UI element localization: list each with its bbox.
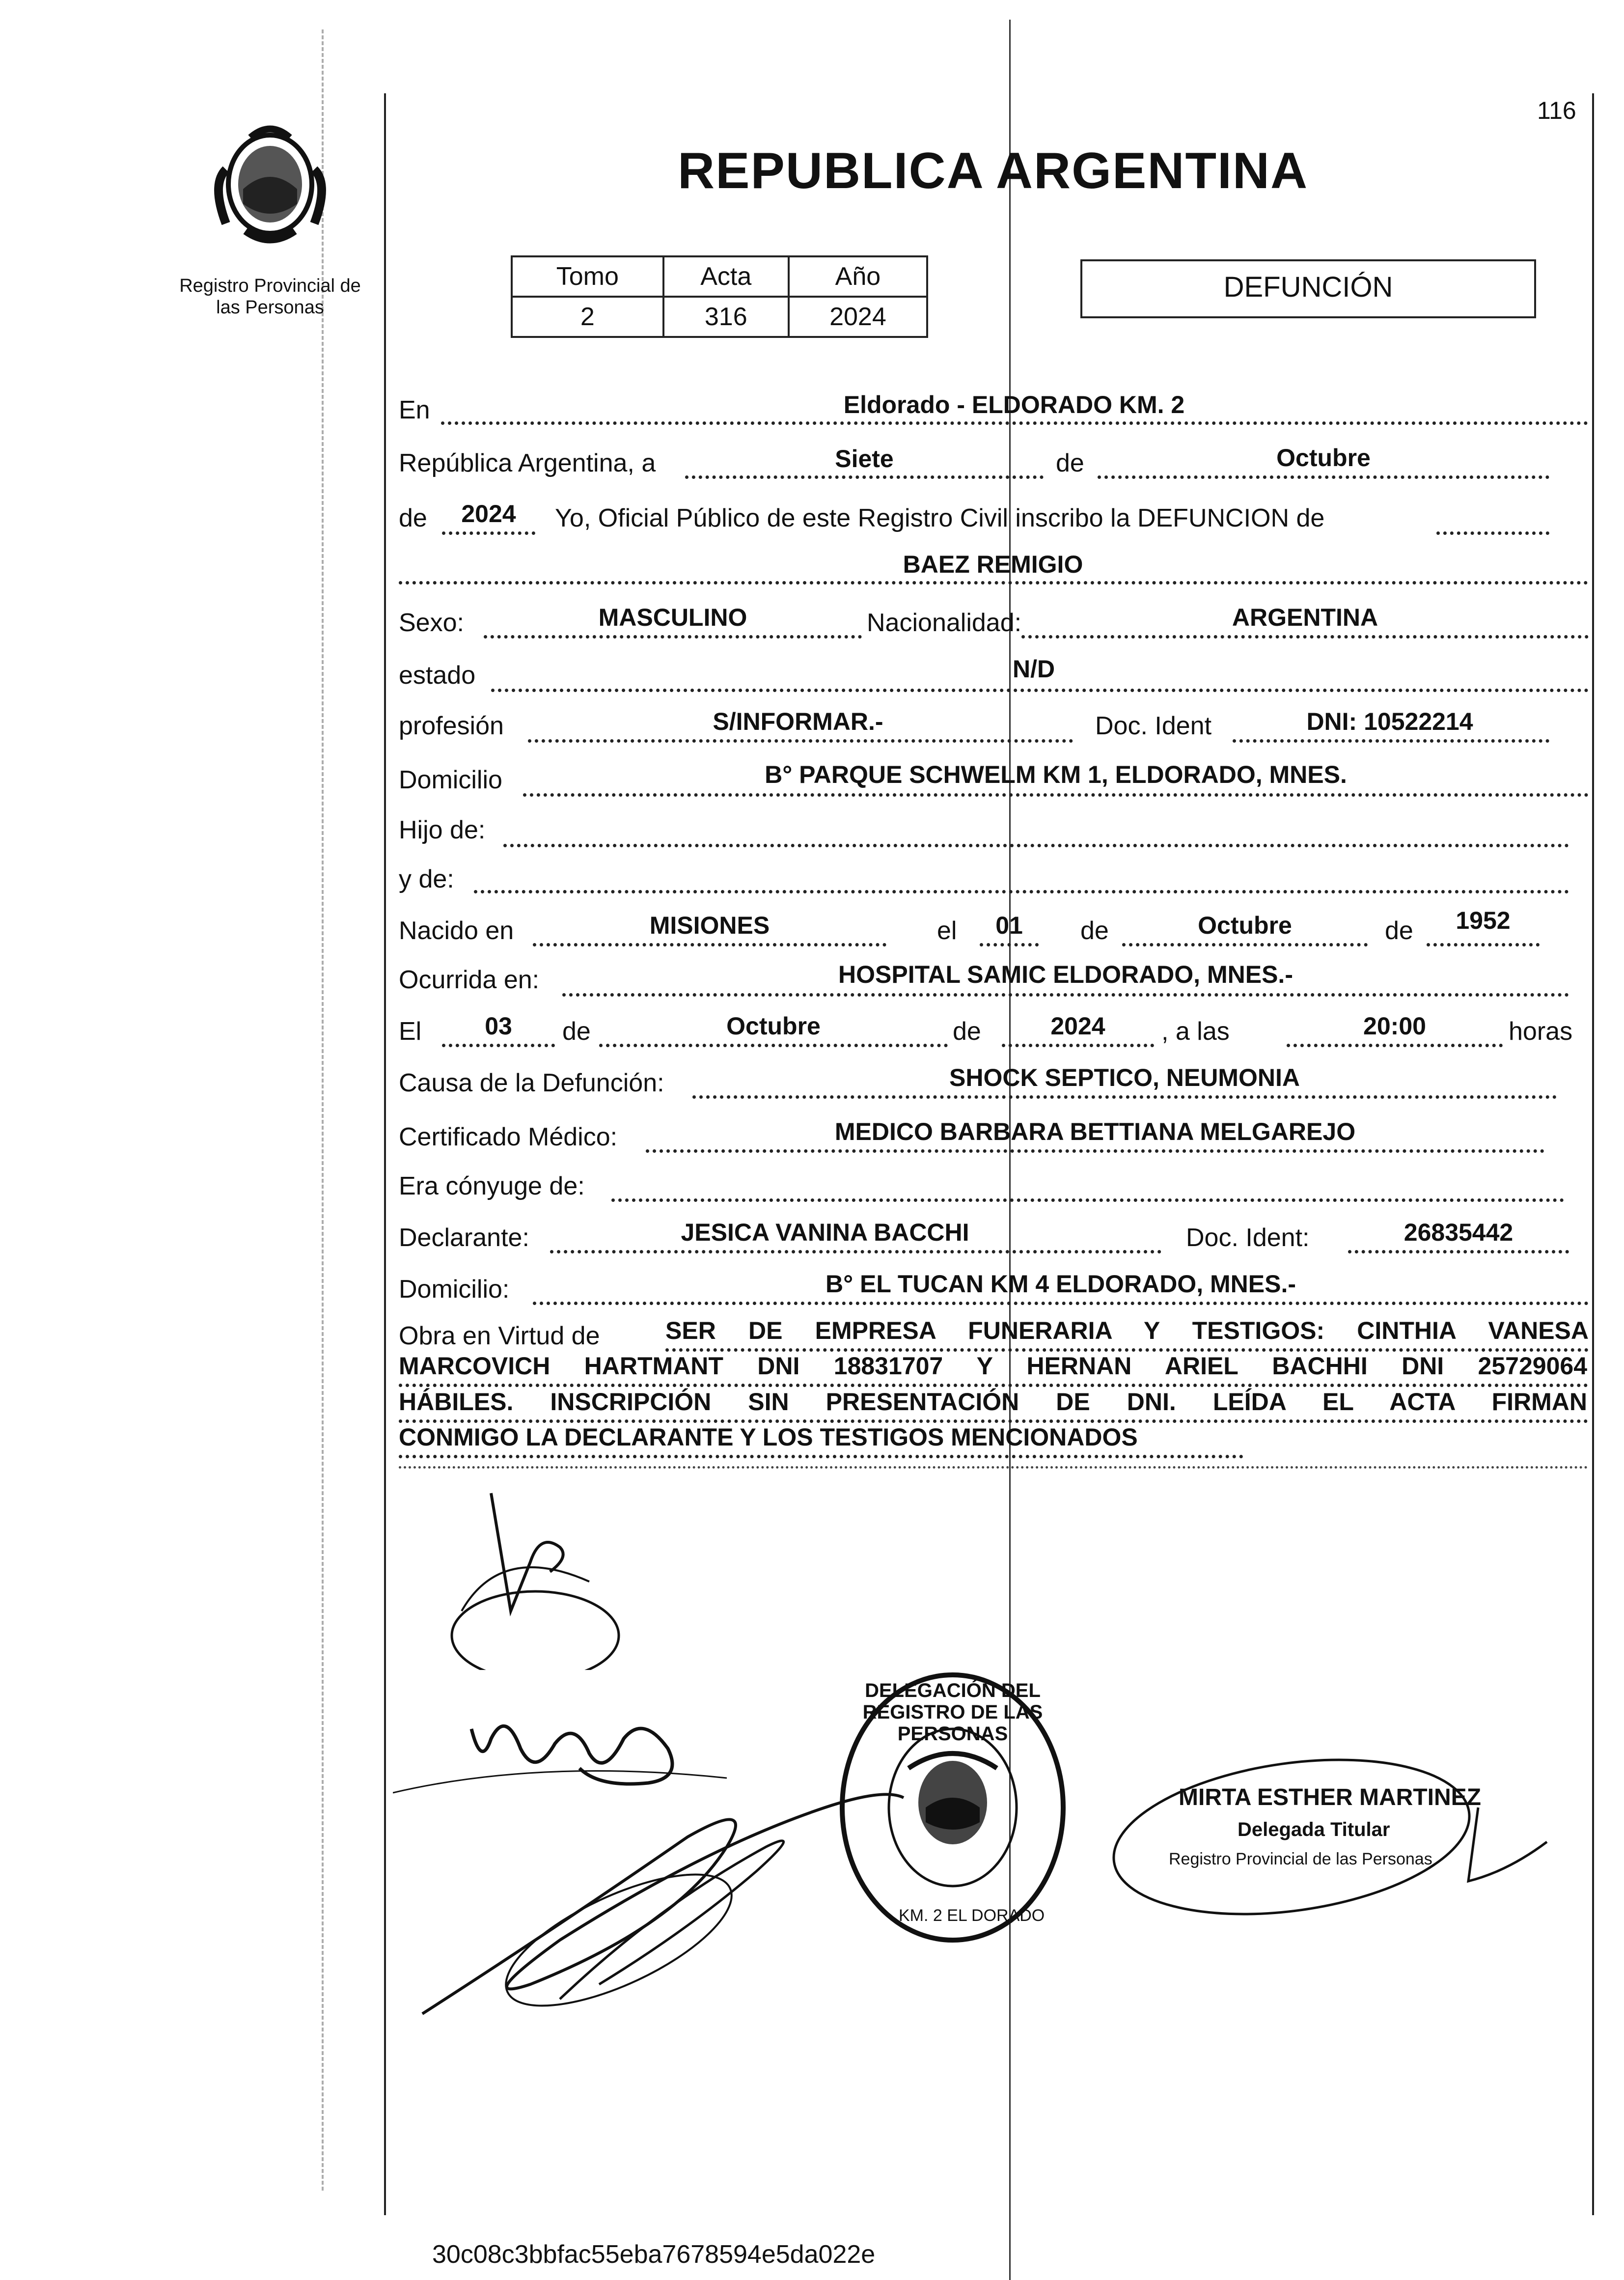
y-de-label: y de: (399, 865, 454, 893)
nacido-value: MISIONES (649, 912, 770, 939)
death-day: 03 (485, 1012, 512, 1040)
anio-header: Año (789, 256, 927, 297)
el-label: el (937, 917, 957, 945)
death-year: 2024 (1050, 1012, 1105, 1040)
year-dots (442, 531, 535, 535)
doc-value: DNI: 10522214 (1306, 708, 1473, 735)
declarante-label: Declarante: (399, 1223, 529, 1252)
domicilio2-label: Domicilio: (399, 1275, 510, 1304)
tomo-value: 2 (512, 297, 663, 337)
stamp-bottom-text: KM. 2 EL DORADO (899, 1906, 1045, 1925)
causa-dots (692, 1095, 1557, 1099)
domicilio-label: Domicilio (399, 766, 502, 794)
obra-dots-5 (399, 1466, 1588, 1469)
estado-value: N/D (1013, 655, 1055, 683)
declarante-dots (550, 1250, 1161, 1253)
obra-line-4: CONMIGO LA DECLARANTE Y LOS TESTIGOS MENCIONADOS (399, 1423, 1138, 1451)
obra-dots-1 (665, 1348, 1589, 1352)
birth-day: 01 (995, 912, 1023, 939)
month-dots (1098, 475, 1549, 479)
hijo-label: Hijo de: (399, 816, 486, 844)
domicilio2-dots (533, 1302, 1589, 1305)
official-title: Delegada Titular (1238, 1819, 1390, 1840)
el2-label: El (399, 1017, 422, 1046)
de-label-2: de (399, 504, 427, 532)
decl-doc-value: 26835442 (1404, 1219, 1514, 1246)
birth-month: Octubre (1198, 912, 1292, 939)
certificado-label: Certificado Médico: (399, 1123, 618, 1151)
profesion-value: S/INFORMAR.- (713, 708, 883, 735)
name-dots (399, 581, 1588, 584)
official-org: Registro Provincial de las Personas (1169, 1850, 1432, 1868)
day-word: Siete (835, 445, 894, 473)
deceased-name: BAEZ REMIGIO (903, 551, 1083, 578)
country-title: REPUBLICA ARGENTINA (678, 142, 1309, 199)
death-month-dots (599, 1044, 948, 1047)
death-year-dots (1002, 1044, 1154, 1047)
obra-dots-3 (399, 1419, 1588, 1423)
tomo-header: Tomo (512, 256, 663, 297)
left-margin-line (384, 93, 386, 2215)
nacido-label: Nacido en (399, 917, 514, 945)
estado-dots (491, 689, 1589, 692)
acta-header: Acta (663, 256, 789, 297)
sexo-value: MASCULINO (598, 604, 747, 631)
binding-dashes (322, 29, 324, 2191)
certificado-value: MEDICO BARBARA BETTIANA MELGAREJO (834, 1118, 1356, 1145)
birth-month-dots (1122, 943, 1368, 946)
domicilio2-value: B° EL TUCAN KM 4 ELDORADO, MNES.- (826, 1270, 1296, 1298)
record-table (511, 255, 928, 338)
en-value: Eldorado - ELDORADO KM. 2 (843, 391, 1185, 418)
signature-declarante (442, 1483, 638, 1670)
document-hash: 30c08c3bbfac55eba7678594e5da022e (432, 2240, 876, 2269)
acta-value: 316 (663, 297, 789, 337)
ocurrida-value: HOSPITAL SAMIC ELDORADO, MNES.- (838, 961, 1293, 988)
certificado-dots (646, 1149, 1544, 1153)
alas-label: , a las (1161, 1017, 1230, 1046)
de-label-6: de (953, 1017, 981, 1046)
birth-year: 1952 (1456, 907, 1511, 934)
causa-value: SHOCK SEPTICO, NEUMONIA (949, 1064, 1300, 1091)
conyuge-label: Era cónyuge de: (399, 1172, 585, 1200)
stamp-ring-text: DELEGACIÓN DEL REGISTRO DE LAS PERSONAS (862, 1680, 1043, 1745)
province-shield-logo (196, 111, 344, 258)
profesion-label: profesión (399, 712, 504, 740)
domicilio-dots (523, 793, 1589, 797)
de-label-1: de (1056, 449, 1084, 477)
month-word: Octubre (1276, 444, 1371, 472)
en-dots (441, 421, 1588, 425)
official-name: MIRTA ESTHER MARTINEZ (1179, 1784, 1481, 1810)
registry-caption: Registro Provincial de las Personas (179, 276, 361, 318)
profesion-dots (528, 739, 1073, 743)
horas-label: horas (1509, 1017, 1573, 1046)
nacionalidad-value: ARGENTINA (1232, 604, 1378, 631)
obra-dots-2 (399, 1384, 1588, 1387)
rep-label: República Argentina, a (399, 449, 656, 477)
birth-day-dots (980, 943, 1039, 946)
de-label-4: de (1385, 917, 1413, 945)
y-de-dots (474, 890, 1569, 893)
yo-text: Yo, Oficial Público de este Registro Civil inscribo la DEFUNCION de (555, 504, 1325, 532)
ocurrida-label: Ocurrida en: (399, 966, 540, 994)
sexo-label: Sexo: (399, 609, 464, 637)
conyuge-dots (611, 1198, 1564, 1202)
obra-label: Obra en Virtud de (399, 1322, 600, 1350)
doc-dots (1233, 739, 1549, 743)
en-label: En (399, 396, 430, 424)
obra-line-3: HÁBILES. INSCRIPCIÓN SIN PRESENTACIÓN DE DNI. LEÍDA EL ACTA FIRMAN (399, 1388, 1587, 1416)
doc-label: Doc. Ident (1095, 712, 1212, 740)
death-time: 20:00 (1363, 1012, 1426, 1040)
de-label-5: de (562, 1017, 591, 1046)
death-month: Octubre (726, 1012, 821, 1040)
act-type: DEFUNCIÓN (1223, 271, 1393, 303)
page-number: 116 (1537, 97, 1576, 124)
sexo-dots (484, 635, 862, 639)
nacido-dots (533, 943, 886, 946)
obra-dots-4 (399, 1455, 1243, 1458)
causa-label: Causa de la Defunción: (399, 1069, 664, 1097)
obra-line-2: MARCOVICH HARTMANT DNI 18831707 Y HERNAN ARIEL BACHHI DNI 25729064 (399, 1352, 1587, 1380)
death-day-dots (442, 1044, 555, 1047)
nacionalidad-dots (1021, 635, 1589, 639)
hijo-dots (503, 844, 1569, 847)
decl-doc-dots (1348, 1250, 1569, 1253)
obra-line-1: SER DE EMPRESA FUNERARIA Y TESTIGOS: CINTHIA VANESA (665, 1317, 1589, 1344)
nacionalidad-label: Nacionalidad: (867, 609, 1022, 637)
day-dots (685, 475, 1044, 479)
birth-year-dots (1427, 943, 1540, 946)
ocurrida-dots (562, 993, 1569, 997)
de-label-3: de (1080, 917, 1109, 945)
domicilio-value: B° PARQUE SCHWELM KM 1, ELDORADO, MNES. (765, 761, 1347, 788)
anio-value: 2024 (789, 297, 927, 337)
yo-dots (1436, 531, 1549, 535)
decl-doc-label: Doc. Ident: (1186, 1223, 1310, 1252)
year-value: 2024 (461, 500, 516, 528)
declarante-value: JESICA VANINA BACCHI (681, 1219, 969, 1246)
death-time-dots (1287, 1044, 1503, 1047)
estado-label: estado (399, 661, 476, 690)
